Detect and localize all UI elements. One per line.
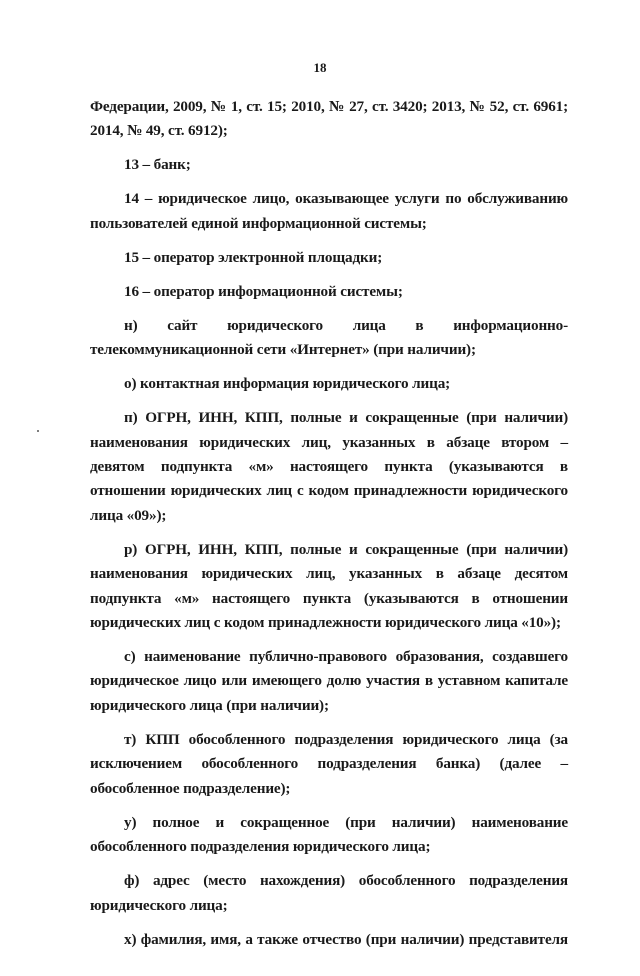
paragraph-code-16: 16 – оператор информационной системы;	[90, 280, 568, 304]
paragraph-code-14: 14 – юридическое лицо, оказывающее услуги по обслуживанию пользователей единой информационной системы;	[90, 187, 568, 236]
paragraph-item-s: с) наименование публично-правового образования, создавшего юридическое лицо или имеющего долю участия в уставном капитале юридического лица (при наличии);	[90, 645, 568, 718]
paragraph-item-u: у) полное и сокращенное (при наличии) наименование обособленного подразделения юридического лица;	[90, 811, 568, 860]
paragraph-item-o: о) контактная информация юридического лица;	[90, 372, 568, 396]
paragraph-continuation: Федерации, 2009, № 1, ст. 15; 2010, № 27, ст. 3420; 2013, № 52, ст. 6961; 2014, № 49, ст. 6912);	[90, 95, 568, 144]
paragraph-item-p: п) ОГРН, ИНН, КПП, полные и сокращенные (при наличии) наименования юридических лиц, указанных в абзаце втором – девятом подпункта «м» настоящего пункта (указываются в отношении юридических лиц с кодом принадлежности юридического лица «09»);	[90, 406, 568, 528]
paragraph-item-r: р) ОГРН, ИНН, КПП, полные и сокращенные (при наличии) наименования юридических лиц, указанных в абзаце десятом подпункта «м» настоящего пункта (указываются в отношении юридических лиц с кодом принадлежности юридического лица «10»);	[90, 538, 568, 636]
paragraph-code-13: 13 – банк;	[90, 153, 568, 177]
paragraph-item-t: т) КПП обособленного подразделения юридического лица (за исключением обособленного подразделения банка) (далее – обособленное подразделение);	[90, 728, 568, 801]
paragraph-item-f: ф) адрес (место нахождения) обособленного подразделения юридического лица;	[90, 869, 568, 918]
paragraph-item-n: н) сайт юридического лица в информационно-телекоммуникационной сети «Интернет» (при наличии);	[90, 314, 568, 363]
paragraph-code-15: 15 – оператор электронной площадки;	[90, 246, 568, 270]
scan-speck	[37, 430, 39, 432]
document-body	[90, 95, 568, 976]
page-number: 18	[0, 60, 640, 76]
paragraph-item-kh: х) фамилия, имя, а также отчество (при наличии) представителя	[90, 928, 568, 976]
